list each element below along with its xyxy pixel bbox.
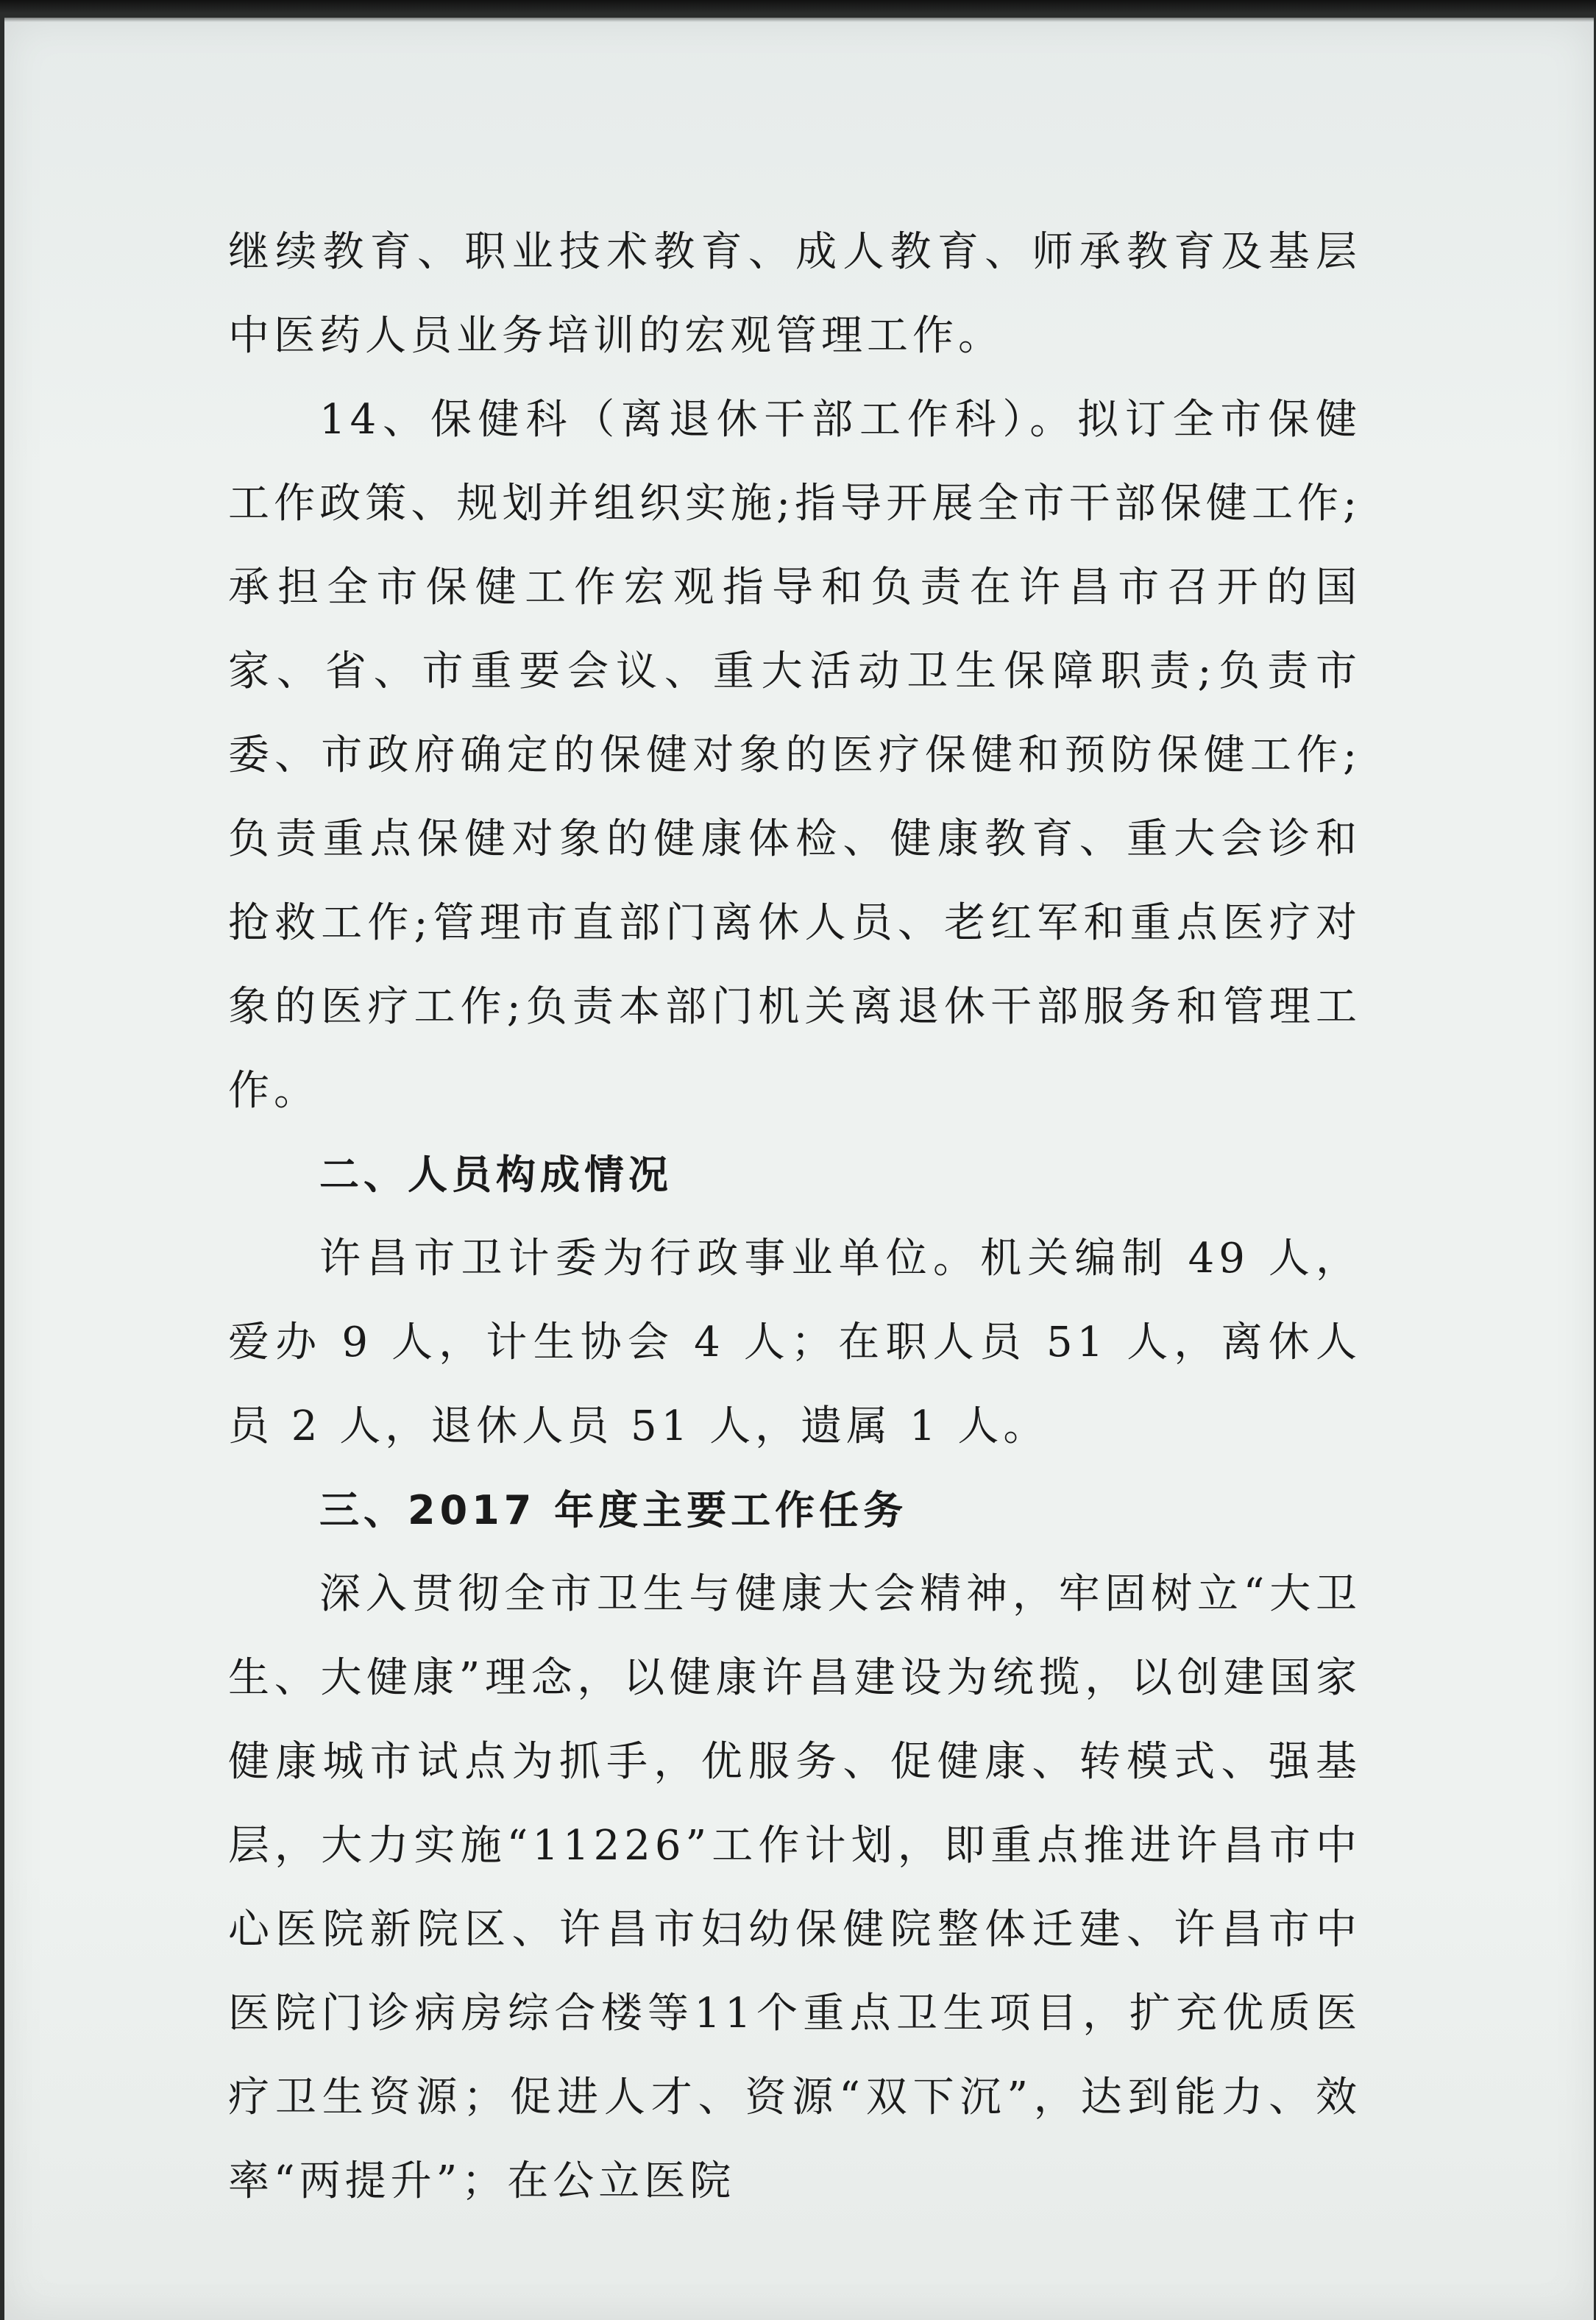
section-heading-tasks-2017: 三、2017 年度主要工作任务 [319, 1487, 908, 1533]
paragraph-main-tasks: 深入贯彻全市卫生与健康大会精神，牢固树立“大卫生、大健康”理念，以健康许昌建设为统揽，以创建国家健康城市试点为抓手，优服务、促健康、转模式、强基层，大力实施“11226”工作计划，即重点推进许昌市中心医院新院区、许昌市妇幼保健院整体迁建、许昌市中医院门诊病房综合楼等11个重点卫生项目，扩充优质医疗卫生资源；促进人才、资源“双下沉”，达到能力、效率“两提升”；在公立医院 [228, 1570, 1361, 2205]
section-heading-staff: 二、人员构成情况 [319, 1152, 673, 1198]
paragraph-continuation: 继续教育、职业技术教育、成人教育、师承教育及基层中医药人员业务培训的宏观管理工作。 [228, 228, 1361, 360]
scan-top-edge [0, 0, 1596, 22]
paragraph-staff-composition: 许昌市卫计委为行政事业单位。机关编制 49 人，爱办 9 人，计生协会 4 人；在职人员 51 人，离休人员 2 人，退休人员 51 人，遗属 1 人。 [228, 1235, 1361, 1450]
paragraph-health-care-section: 14、保健科（离退休干部工作科）。拟订全市保健工作政策、规划并组织实施;指导开展全市干部保健工作;承担全市保健工作宏观指导和负责在许昌市召开的国家、省、市重要会议、重大活动卫生保障职责;负责市委、市政府确定的保健对象的医疗保健和预防保健工作;负责重点保健对象的健康体检、健康教育、重大会诊和抢救工作;管理市直部门离休人员、老红军和重点医疗对象的医疗工作;负责本部门机关离退休干部服务和管理工作。 [228, 396, 1361, 1115]
body-text [228, 210, 1361, 2224]
